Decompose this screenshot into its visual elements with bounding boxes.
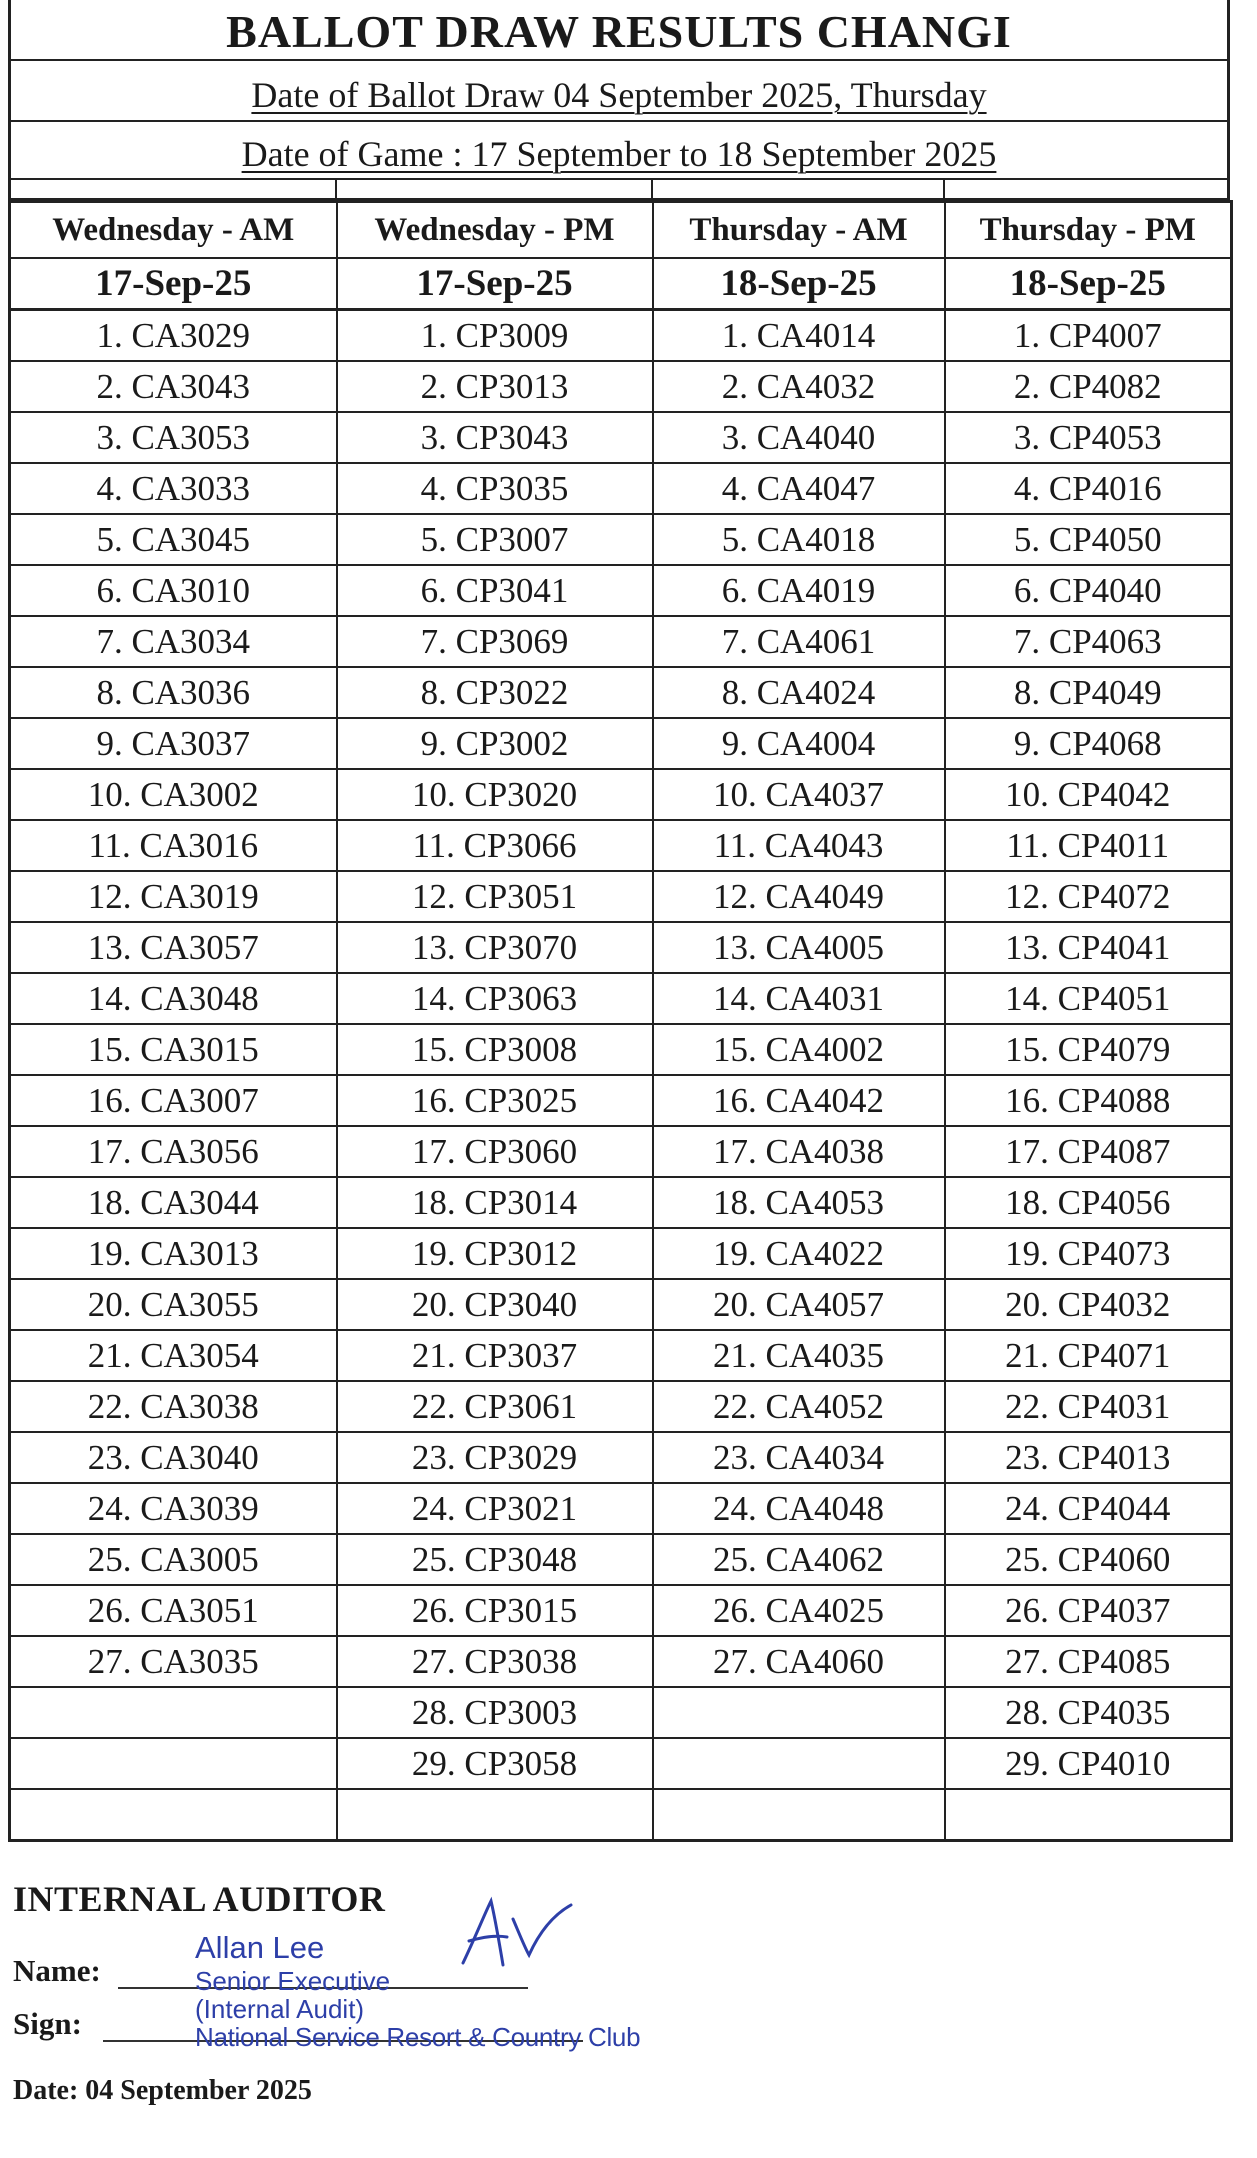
table-row bbox=[10, 514, 1232, 565]
ballot-entry-cell: 25. CA4062 bbox=[653, 1534, 945, 1585]
ballot-entry-cell: 23. CA4034 bbox=[653, 1432, 945, 1483]
ballot-entry-cell: 3. CA3053 bbox=[10, 412, 337, 463]
stamp-name: Allan Lee bbox=[195, 1930, 325, 1965]
ballot-entry-cell: 25. CP4060 bbox=[945, 1534, 1232, 1585]
ballot-entry-cell bbox=[945, 1789, 1232, 1841]
ballot-entry-cell: 9. CA4004 bbox=[653, 718, 945, 769]
ballot-entry-cell: 19. CP4073 bbox=[945, 1228, 1232, 1279]
column-date-header: 18-Sep-25 bbox=[653, 258, 945, 310]
ballot-entry-cell: 21. CP3037 bbox=[337, 1330, 653, 1381]
ballot-entry-cell: 15. CP3008 bbox=[337, 1024, 653, 1075]
date-header-row bbox=[10, 258, 1232, 310]
ballot-entry-cell: 12. CP3051 bbox=[337, 871, 653, 922]
ballot-entry-cell: 18. CP3014 bbox=[337, 1177, 653, 1228]
ballot-entry-cell: 18. CA3044 bbox=[10, 1177, 337, 1228]
ballot-entry-cell: 12. CP4072 bbox=[945, 871, 1232, 922]
auditor-heading: INTERNAL AUDITOR bbox=[13, 1879, 386, 1919]
ballot-entry-cell: 16. CA4042 bbox=[653, 1075, 945, 1126]
ballot-entry-cell: 17. CP3060 bbox=[337, 1126, 653, 1177]
ballot-entry-cell: 14. CA3048 bbox=[10, 973, 337, 1024]
ballot-entry-cell: 17. CA4038 bbox=[653, 1126, 945, 1177]
ballot-entry-cell: 11. CP3066 bbox=[337, 820, 653, 871]
table-row bbox=[10, 922, 1232, 973]
table-row bbox=[10, 1483, 1232, 1534]
table-row bbox=[10, 820, 1232, 871]
ballot-entry-cell: 26. CP3015 bbox=[337, 1585, 653, 1636]
ballot-entry-cell: 16. CP3025 bbox=[337, 1075, 653, 1126]
ballot-entry-cell: 3. CA4040 bbox=[653, 412, 945, 463]
ballot-entry-cell: 27. CP3038 bbox=[337, 1636, 653, 1687]
ballot-entry-cell: 16. CA3007 bbox=[10, 1075, 337, 1126]
ballot-entry-cell: 15. CA3015 bbox=[10, 1024, 337, 1075]
ballot-entry-cell: 10. CP4042 bbox=[945, 769, 1232, 820]
ballot-entry-cell: 4. CP4016 bbox=[945, 463, 1232, 514]
ballot-entry-cell: 27. CA4060 bbox=[653, 1636, 945, 1687]
ballot-entry-cell: 20. CP4032 bbox=[945, 1279, 1232, 1330]
table-row bbox=[10, 412, 1232, 463]
ballot-entry-cell bbox=[10, 1789, 337, 1841]
ballot-entry-cell bbox=[653, 1687, 945, 1738]
ballot-entry-cell: 15. CP4079 bbox=[945, 1024, 1232, 1075]
ballot-entry-cell: 22. CP3061 bbox=[337, 1381, 653, 1432]
ballot-entry-cell: 5. CP4050 bbox=[945, 514, 1232, 565]
ballot-entry-cell: 26. CP4037 bbox=[945, 1585, 1232, 1636]
ballot-entry-cell: 15. CA4002 bbox=[653, 1024, 945, 1075]
table-row bbox=[10, 565, 1232, 616]
ballot-entry-cell bbox=[653, 1738, 945, 1789]
table-row bbox=[10, 1279, 1232, 1330]
table-row bbox=[10, 1126, 1232, 1177]
ballot-entry-cell: 7. CA3034 bbox=[10, 616, 337, 667]
ballot-entry-cell: 20. CP3040 bbox=[337, 1279, 653, 1330]
ballot-entry-cell: 26. CA3051 bbox=[10, 1585, 337, 1636]
table-row bbox=[10, 310, 1232, 362]
ballot-entry-cell: 8. CA4024 bbox=[653, 667, 945, 718]
table-row bbox=[10, 871, 1232, 922]
table-row bbox=[10, 1738, 1232, 1789]
ballot-entry-cell: 14. CA4031 bbox=[653, 973, 945, 1024]
ballot-entry-cell: 9. CP4068 bbox=[945, 718, 1232, 769]
ballot-entry-cell: 6. CA3010 bbox=[10, 565, 337, 616]
ballot-entry-cell: 18. CA4053 bbox=[653, 1177, 945, 1228]
ballot-entry-cell: 24. CA4048 bbox=[653, 1483, 945, 1534]
ballot-entry-cell: 13. CA3057 bbox=[10, 922, 337, 973]
ballot-entry-cell: 1. CA4014 bbox=[653, 310, 945, 362]
ballot-entry-cell: 25. CA3005 bbox=[10, 1534, 337, 1585]
table-row bbox=[10, 1330, 1232, 1381]
ballot-entry-cell: 10. CP3020 bbox=[337, 769, 653, 820]
ballot-entry-cell: 9. CP3002 bbox=[337, 718, 653, 769]
header-spacer-row bbox=[8, 180, 1230, 200]
column-date-header: 18-Sep-25 bbox=[945, 258, 1232, 310]
handwritten-signature bbox=[455, 1893, 575, 1973]
ballot-entry-cell: 3. CP4053 bbox=[945, 412, 1232, 463]
spacer-divider bbox=[651, 180, 653, 198]
ballot-entry-cell: 21. CP4071 bbox=[945, 1330, 1232, 1381]
ballot-entry-cell: 24. CA3039 bbox=[10, 1483, 337, 1534]
table-row bbox=[10, 1024, 1232, 1075]
ballot-entry-cell: 11. CA4043 bbox=[653, 820, 945, 871]
ballot-entry-cell: 13. CA4005 bbox=[653, 922, 945, 973]
ballot-entry-cell: 6. CP3041 bbox=[337, 565, 653, 616]
column-date-header: 17-Sep-25 bbox=[337, 258, 653, 310]
ballot-entry-cell: 2. CA3043 bbox=[10, 361, 337, 412]
ballot-entry-cell: 29. CP4010 bbox=[945, 1738, 1232, 1789]
column-day-header: Thursday - PM bbox=[945, 202, 1232, 259]
ballot-entry-cell: 25. CP3048 bbox=[337, 1534, 653, 1585]
table-row bbox=[10, 1075, 1232, 1126]
table-row bbox=[10, 1381, 1232, 1432]
stamp-department: (Internal Audit) bbox=[195, 1994, 365, 2024]
ballot-entry-cell: 26. CA4025 bbox=[653, 1585, 945, 1636]
game-date-line bbox=[8, 122, 1230, 180]
ballot-entry-cell: 28. CP4035 bbox=[945, 1687, 1232, 1738]
auditor-date: Date: 04 September 2025 bbox=[13, 2075, 312, 2106]
table-row bbox=[10, 616, 1232, 667]
ballot-table bbox=[8, 200, 1233, 1842]
draw-date-text: Date of Ballot Draw 04 September 2025, Thursday bbox=[251, 75, 987, 115]
table-row bbox=[10, 718, 1232, 769]
ballot-entry-cell bbox=[653, 1789, 945, 1841]
ballot-entry-cell: 2. CP3013 bbox=[337, 361, 653, 412]
table-row bbox=[10, 1585, 1232, 1636]
column-day-header: Wednesday - PM bbox=[337, 202, 653, 259]
ballot-entry-cell: 2. CP4082 bbox=[945, 361, 1232, 412]
ballot-entry-cell: 6. CA4019 bbox=[653, 565, 945, 616]
ballot-entry-cell: 27. CA3035 bbox=[10, 1636, 337, 1687]
ballot-entry-cell: 24. CP4044 bbox=[945, 1483, 1232, 1534]
spacer-divider bbox=[335, 180, 337, 198]
table-row bbox=[10, 667, 1232, 718]
day-header-row bbox=[10, 202, 1232, 259]
ballot-entry-cell: 19. CP3012 bbox=[337, 1228, 653, 1279]
table-row bbox=[10, 973, 1232, 1024]
ballot-entry-cell: 24. CP3021 bbox=[337, 1483, 653, 1534]
ballot-entry-cell: 5. CA3045 bbox=[10, 514, 337, 565]
name-label: Name: bbox=[13, 1953, 101, 1988]
ballot-entry-cell: 11. CA3016 bbox=[10, 820, 337, 871]
ballot-entry-cell: 10. CA3002 bbox=[10, 769, 337, 820]
ballot-entry-cell: 22. CA4052 bbox=[653, 1381, 945, 1432]
column-day-header: Wednesday - AM bbox=[10, 202, 337, 259]
ballot-entry-cell: 17. CA3056 bbox=[10, 1126, 337, 1177]
sign-label: Sign: bbox=[13, 2006, 82, 2041]
table-row bbox=[10, 1636, 1232, 1687]
table-row bbox=[10, 1789, 1232, 1841]
page-title: BALLOT DRAW RESULTS CHANGI bbox=[8, 0, 1230, 61]
ballot-entry-cell: 6. CP4040 bbox=[945, 565, 1232, 616]
ballot-entry-cell: 28. CP3003 bbox=[337, 1687, 653, 1738]
ballot-entry-cell: 14. CP4051 bbox=[945, 973, 1232, 1024]
table-row bbox=[10, 1177, 1232, 1228]
ballot-entry-cell: 20. CA4057 bbox=[653, 1279, 945, 1330]
ballot-entry-cell: 21. CA3054 bbox=[10, 1330, 337, 1381]
ballot-entry-cell: 1. CA3029 bbox=[10, 310, 337, 362]
ballot-entry-cell: 21. CA4035 bbox=[653, 1330, 945, 1381]
table-row bbox=[10, 463, 1232, 514]
ballot-entry-cell: 1. CP3009 bbox=[337, 310, 653, 362]
ballot-entry-cell: 19. CA3013 bbox=[10, 1228, 337, 1279]
ballot-entry-cell: 8. CP4049 bbox=[945, 667, 1232, 718]
ballot-entry-cell: 29. CP3058 bbox=[337, 1738, 653, 1789]
ballot-entry-cell: 10. CA4037 bbox=[653, 769, 945, 820]
column-date-header: 17-Sep-25 bbox=[10, 258, 337, 310]
ballot-entry-cell: 11. CP4011 bbox=[945, 820, 1232, 871]
ballot-entry-cell: 1. CP4007 bbox=[945, 310, 1232, 362]
ballot-entry-cell: 4. CP3035 bbox=[337, 463, 653, 514]
column-day-header: Thursday - AM bbox=[653, 202, 945, 259]
ballot-entry-cell: 8. CP3022 bbox=[337, 667, 653, 718]
table-row bbox=[10, 1687, 1232, 1738]
ballot-entry-cell: 19. CA4022 bbox=[653, 1228, 945, 1279]
game-date-text: Date of Game : 17 September to 18 September 2025 bbox=[241, 134, 997, 174]
ballot-entry-cell: 23. CA3040 bbox=[10, 1432, 337, 1483]
ballot-entry-cell: 22. CP4031 bbox=[945, 1381, 1232, 1432]
ballot-entry-cell: 14. CP3063 bbox=[337, 973, 653, 1024]
ballot-table-body bbox=[10, 310, 1232, 1841]
table-row bbox=[10, 769, 1232, 820]
ballot-entry-cell: 23. CP4013 bbox=[945, 1432, 1232, 1483]
ballot-entry-cell: 13. CP4041 bbox=[945, 922, 1232, 973]
table-row bbox=[10, 1534, 1232, 1585]
stamp-role: Senior Executive bbox=[195, 1966, 391, 1996]
ballot-entry-cell bbox=[10, 1687, 337, 1738]
ballot-entry-cell: 4. CA4047 bbox=[653, 463, 945, 514]
ballot-entry-cell: 9. CA3037 bbox=[10, 718, 337, 769]
ballot-entry-cell: 18. CP4056 bbox=[945, 1177, 1232, 1228]
stamp-organization: National Service Resort & Country Club bbox=[195, 2022, 641, 2052]
ballot-entry-cell: 7. CP3069 bbox=[337, 616, 653, 667]
ballot-entry-cell: 22. CA3038 bbox=[10, 1381, 337, 1432]
ballot-entry-cell: 20. CA3055 bbox=[10, 1279, 337, 1330]
ballot-entry-cell: 3. CP3043 bbox=[337, 412, 653, 463]
table-row bbox=[10, 361, 1232, 412]
ballot-entry-cell: 12. CA4049 bbox=[653, 871, 945, 922]
ballot-entry-cell: 12. CA3019 bbox=[10, 871, 337, 922]
draw-date-line bbox=[8, 61, 1230, 122]
ballot-entry-cell: 2. CA4032 bbox=[653, 361, 945, 412]
ballot-entry-cell: 5. CA4018 bbox=[653, 514, 945, 565]
ballot-entry-cell: 5. CP3007 bbox=[337, 514, 653, 565]
ballot-entry-cell: 13. CP3070 bbox=[337, 922, 653, 973]
ballot-entry-cell: 7. CA4061 bbox=[653, 616, 945, 667]
ballot-entry-cell: 23. CP3029 bbox=[337, 1432, 653, 1483]
table-row bbox=[10, 1432, 1232, 1483]
ballot-entry-cell: 8. CA3036 bbox=[10, 667, 337, 718]
spacer-divider bbox=[943, 180, 945, 198]
ballot-entry-cell: 17. CP4087 bbox=[945, 1126, 1232, 1177]
ballot-entry-cell: 4. CA3033 bbox=[10, 463, 337, 514]
ballot-entry-cell bbox=[10, 1738, 337, 1789]
table-row bbox=[10, 1228, 1232, 1279]
ballot-entry-cell: 27. CP4085 bbox=[945, 1636, 1232, 1687]
ballot-entry-cell: 16. CP4088 bbox=[945, 1075, 1232, 1126]
ballot-entry-cell bbox=[337, 1789, 653, 1841]
ballot-entry-cell: 7. CP4063 bbox=[945, 616, 1232, 667]
